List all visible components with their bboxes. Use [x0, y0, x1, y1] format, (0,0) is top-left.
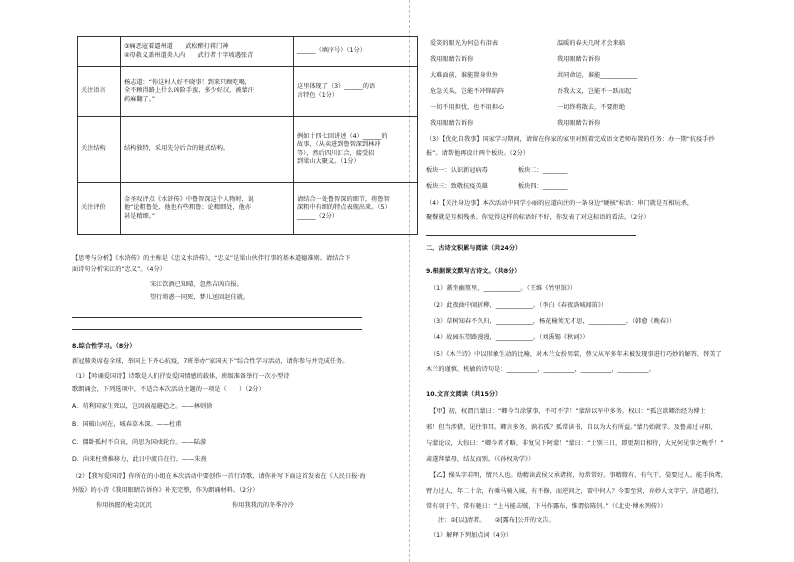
cell-line: 金圣叹评点《水浒传》中鲁智深这个人物时，说 [124, 195, 254, 203]
banner-item: 板块二：________ [518, 167, 568, 174]
table-cell-label [78, 37, 121, 67]
poem-line: 宋江饮酒已知晴，忽然吉凶自报。 [150, 281, 243, 288]
question-text: （1）【吟诵爱国诗】诗歌是人们抒发爱国情感的载体，班级准备举行一次小型诗 [72, 373, 290, 380]
poem-line: 我用眼睛告诉你 [557, 56, 601, 63]
poem-line: 你用执握的枪尖沉沉 [96, 502, 152, 509]
cell-line: 杨志道：“你这村人好不晓事！到来只顾吃喝， [124, 78, 251, 86]
cell-line: 等），然后四川汇合，接受招 [297, 149, 375, 157]
question-text: 报”。请帮他再设计两个板块。（2分） [426, 150, 530, 157]
table-cell-content [121, 183, 294, 235]
table-cell-content [121, 37, 294, 67]
table-cell-label: 关注结构 [78, 117, 121, 183]
cell-line: ______（2分） [297, 212, 339, 220]
table-cell-content [121, 117, 294, 183]
cell-line: 这里体现了（3）______的语 [297, 83, 376, 91]
table-cell-task [294, 37, 418, 67]
cell-line: 甚是精细。” [124, 212, 156, 220]
table-cell-content [121, 67, 294, 117]
poem-line: 共同命运，谁能____________ [557, 72, 638, 79]
passage-line: 【乙】操头字若明，情兴人也。幼精读武侯父承诸将，每常常好。事精微有，有气干，晏要过人。能手执鸢， [430, 472, 727, 479]
question-text: 木兰的谨慎、机敏的诗句是：__________，__________，__________，__________。 [426, 366, 655, 373]
question-text: 歌朗诵会，下列选项中，不适合本次活动主题的一项是（ ）（2分） [72, 386, 265, 393]
question-text: （3）【优化自我事】国家学习期间，请留在你家的家里对照着完成语文老师布置的任务：办一期“抗疫手抄 [426, 136, 715, 143]
notes-line: 注：①[以]清者。 ②[露布]公开的文告。 [438, 517, 555, 524]
poem-line: 我用眼睛告诉你 [557, 120, 601, 127]
cell-line: 言特色（1分） [297, 91, 339, 99]
table-cell-label: 关注语言 [78, 67, 121, 117]
option-d: D．向来枉费推移力，此日中流自在行。——朱熹 [72, 456, 207, 463]
poem-line: 一切不用担忧，也不用担心 [430, 104, 505, 111]
poem-line: 望行将惑一同死，梦儿送回赵佳就。 [150, 294, 249, 301]
question-title: 10.文言文阅读（共15分） [426, 391, 502, 398]
section-heading: 二、古诗文积累与阅读（共24分） [426, 245, 522, 252]
table-cell-task [294, 183, 418, 235]
poem-line: 我用眼睛告诉你 [430, 120, 474, 127]
answer-line [72, 329, 362, 330]
cell-line: 故事，（从卖进到鲁智深到林冲 [297, 141, 381, 149]
table-cell-task [294, 117, 418, 183]
table-row [78, 37, 418, 67]
question-text: （1）蓋坐幽篁里，____________。（王维《竹里馆》） [430, 285, 577, 292]
question-text: 面诗句分析宋江的“忠义”。（4分） [72, 266, 166, 273]
poem-line: 温暖的春天几时才会来临 [557, 40, 626, 47]
poem-line: 我用眼睛告诉你 [430, 56, 474, 63]
passage-line: 与蒙论议，大惊曰：“卿今者才略，非复吴下阿蒙！”蒙曰：“士别三日，即更刮目相待，大兄何见事之晚乎！” [426, 440, 724, 447]
question-text: （1）解释下列加点词（4分） [430, 532, 513, 539]
cell-line: 结构独特，采用先分后合的链式结构。 [124, 145, 230, 153]
poem-line: 大难面前，谁能置身世外 [430, 72, 499, 79]
poem-line: 一切终将散去，不要拒绝 [557, 104, 626, 111]
banner-item: 板块一：认识新冠病毒 [426, 167, 488, 174]
question-text: （4）故园东望路漫漫，____________。（刘禹锡《秋词》） [430, 334, 589, 341]
table-cell-label: 关注评价 [78, 183, 121, 235]
cell-line: ______（填序号）（1分） [297, 47, 366, 55]
cell-line: 药麻翻了。” [124, 95, 156, 103]
table-cell-task [294, 67, 418, 117]
passage-line: 常有羽于午，常有驰日：“上马能击贼，下马作露布，惟谓倍陈钊。”（《北史·傅永列传》） [426, 503, 667, 510]
passage-line: 【甲】初，权谓吕蒙曰：“卿今当涂掌事，不可不学！”蒙辞以军中多务。权曰：“孤岂欲卿治经为博士 [430, 408, 706, 415]
cell-line: 全不顾得路上什么凶险手蛮，多少好汉，被蒙汗 [124, 87, 254, 95]
question-title: 8.综合性学习。（8分） [72, 343, 136, 350]
poem-line: 你用我我沉的冬季冷冷 [232, 502, 294, 509]
cell-line: 深粗中有细的特点表现出来。（5） [297, 204, 391, 212]
cell-line: ④母救义盖州道炎人内 武行者十字坡遇张青 [124, 51, 254, 59]
table-row [78, 67, 418, 117]
question-text: （5）《木兰诗》中以形象生动的比喻，对木兰女扮男装，替父从军多年未被发现事进行巧妙的解答，替美了 [430, 351, 722, 358]
cell-line: 到梁山大聚义。（1分） [297, 157, 360, 165]
cell-line: 请结合一处鲁智深的细节，将鲁智 [297, 195, 390, 203]
question-text: （2）【我写爱国诗】你所在的小组在本次活动中要创作一首行诗歌，请你补写下面这首发表在《人民日报·海 [72, 473, 366, 480]
banner-item: 板块四：________ [518, 183, 568, 190]
cell-line: 他“论粗鲁处，他也有些粗鲁；论精细处，他亦 [124, 204, 251, 212]
table-row [78, 117, 418, 183]
option-c: C．僵卧孤村不自哀，尚思为国戍轮台。——陆游 [72, 439, 207, 446]
option-a: A．苟利国家生死以，岂因祸福避趋之。——林则徐 [72, 403, 213, 410]
question-text: 外版》的小诗《我用眼睛告诉你》补充完整，作为朗诵材料。（2分） [72, 487, 259, 494]
cell-line: 例如十四七回讲述（4）______的 [297, 132, 388, 140]
question-text: 聚餐就是互相残杀。你觉得这样的标语好不好，你发表了对这标语的看法。（2分） [426, 214, 650, 221]
question-text: 新冠肺炎席卷全球，举国上下齐心抗疫，7班举办“家国天下”综合性学习活动，请你参与并完成任务。 [72, 358, 349, 365]
poem-line: 危急关头，岂能不冲锋陷阵 [430, 88, 505, 95]
question-title: 9.根据课文默写古诗文。（共8分） [426, 268, 521, 275]
question-text: 【思考与分析】《水浒传》的主称是《忠义水浒传》，“忠义”是梁山伙伴行事的基本道德准则。请结合下 [72, 255, 351, 262]
option-b: B．国破山河在，城春草木深。——杜甫 [72, 421, 182, 428]
table-row [78, 183, 418, 235]
novel-analysis-table [77, 36, 418, 235]
passage-line: 肃遂拜蒙母，结友而别。（《孙权劝学》） [426, 456, 535, 463]
passage-line: 臂力过人，年二十余，有乘马骑入城，有不修，而逆问之，雷中何人？今要至营，弃妙人文字宁，济造越行， [426, 488, 723, 495]
answer-line [426, 235, 636, 236]
question-text: （4）【关注身边事】本次活动中同学小丽的应道向注的一条身边“硬核”标语：串门就是互相玩杀， [426, 200, 694, 207]
answer-line [72, 317, 362, 318]
banner-item: 板块三：致敬抗疫英雄 [426, 183, 488, 190]
passage-line: 邪！但当涉猎，见往事耳。卿言多务，孰若孤？孤常读书，自以为大有所益。”蒙乃始就学。及鲁肃过寻阳， [426, 424, 717, 431]
question-text: （3）草树知春不久归，____________，杨花榆荚无才思，____________。（韩愈《晚春》） [430, 318, 676, 325]
question-text: （2）此夜曲中闻折柳，____________。（李白《春夜洛城闻笛》） [430, 302, 608, 309]
cell-line: ③痛恶寇着逼州道 武松醉打蒋门神 [124, 43, 229, 51]
poem-line: 爱笑的眼光为何总有泪表 [430, 40, 499, 47]
poem-line: 吾我大义，岂能不一跃而起 [557, 88, 632, 95]
